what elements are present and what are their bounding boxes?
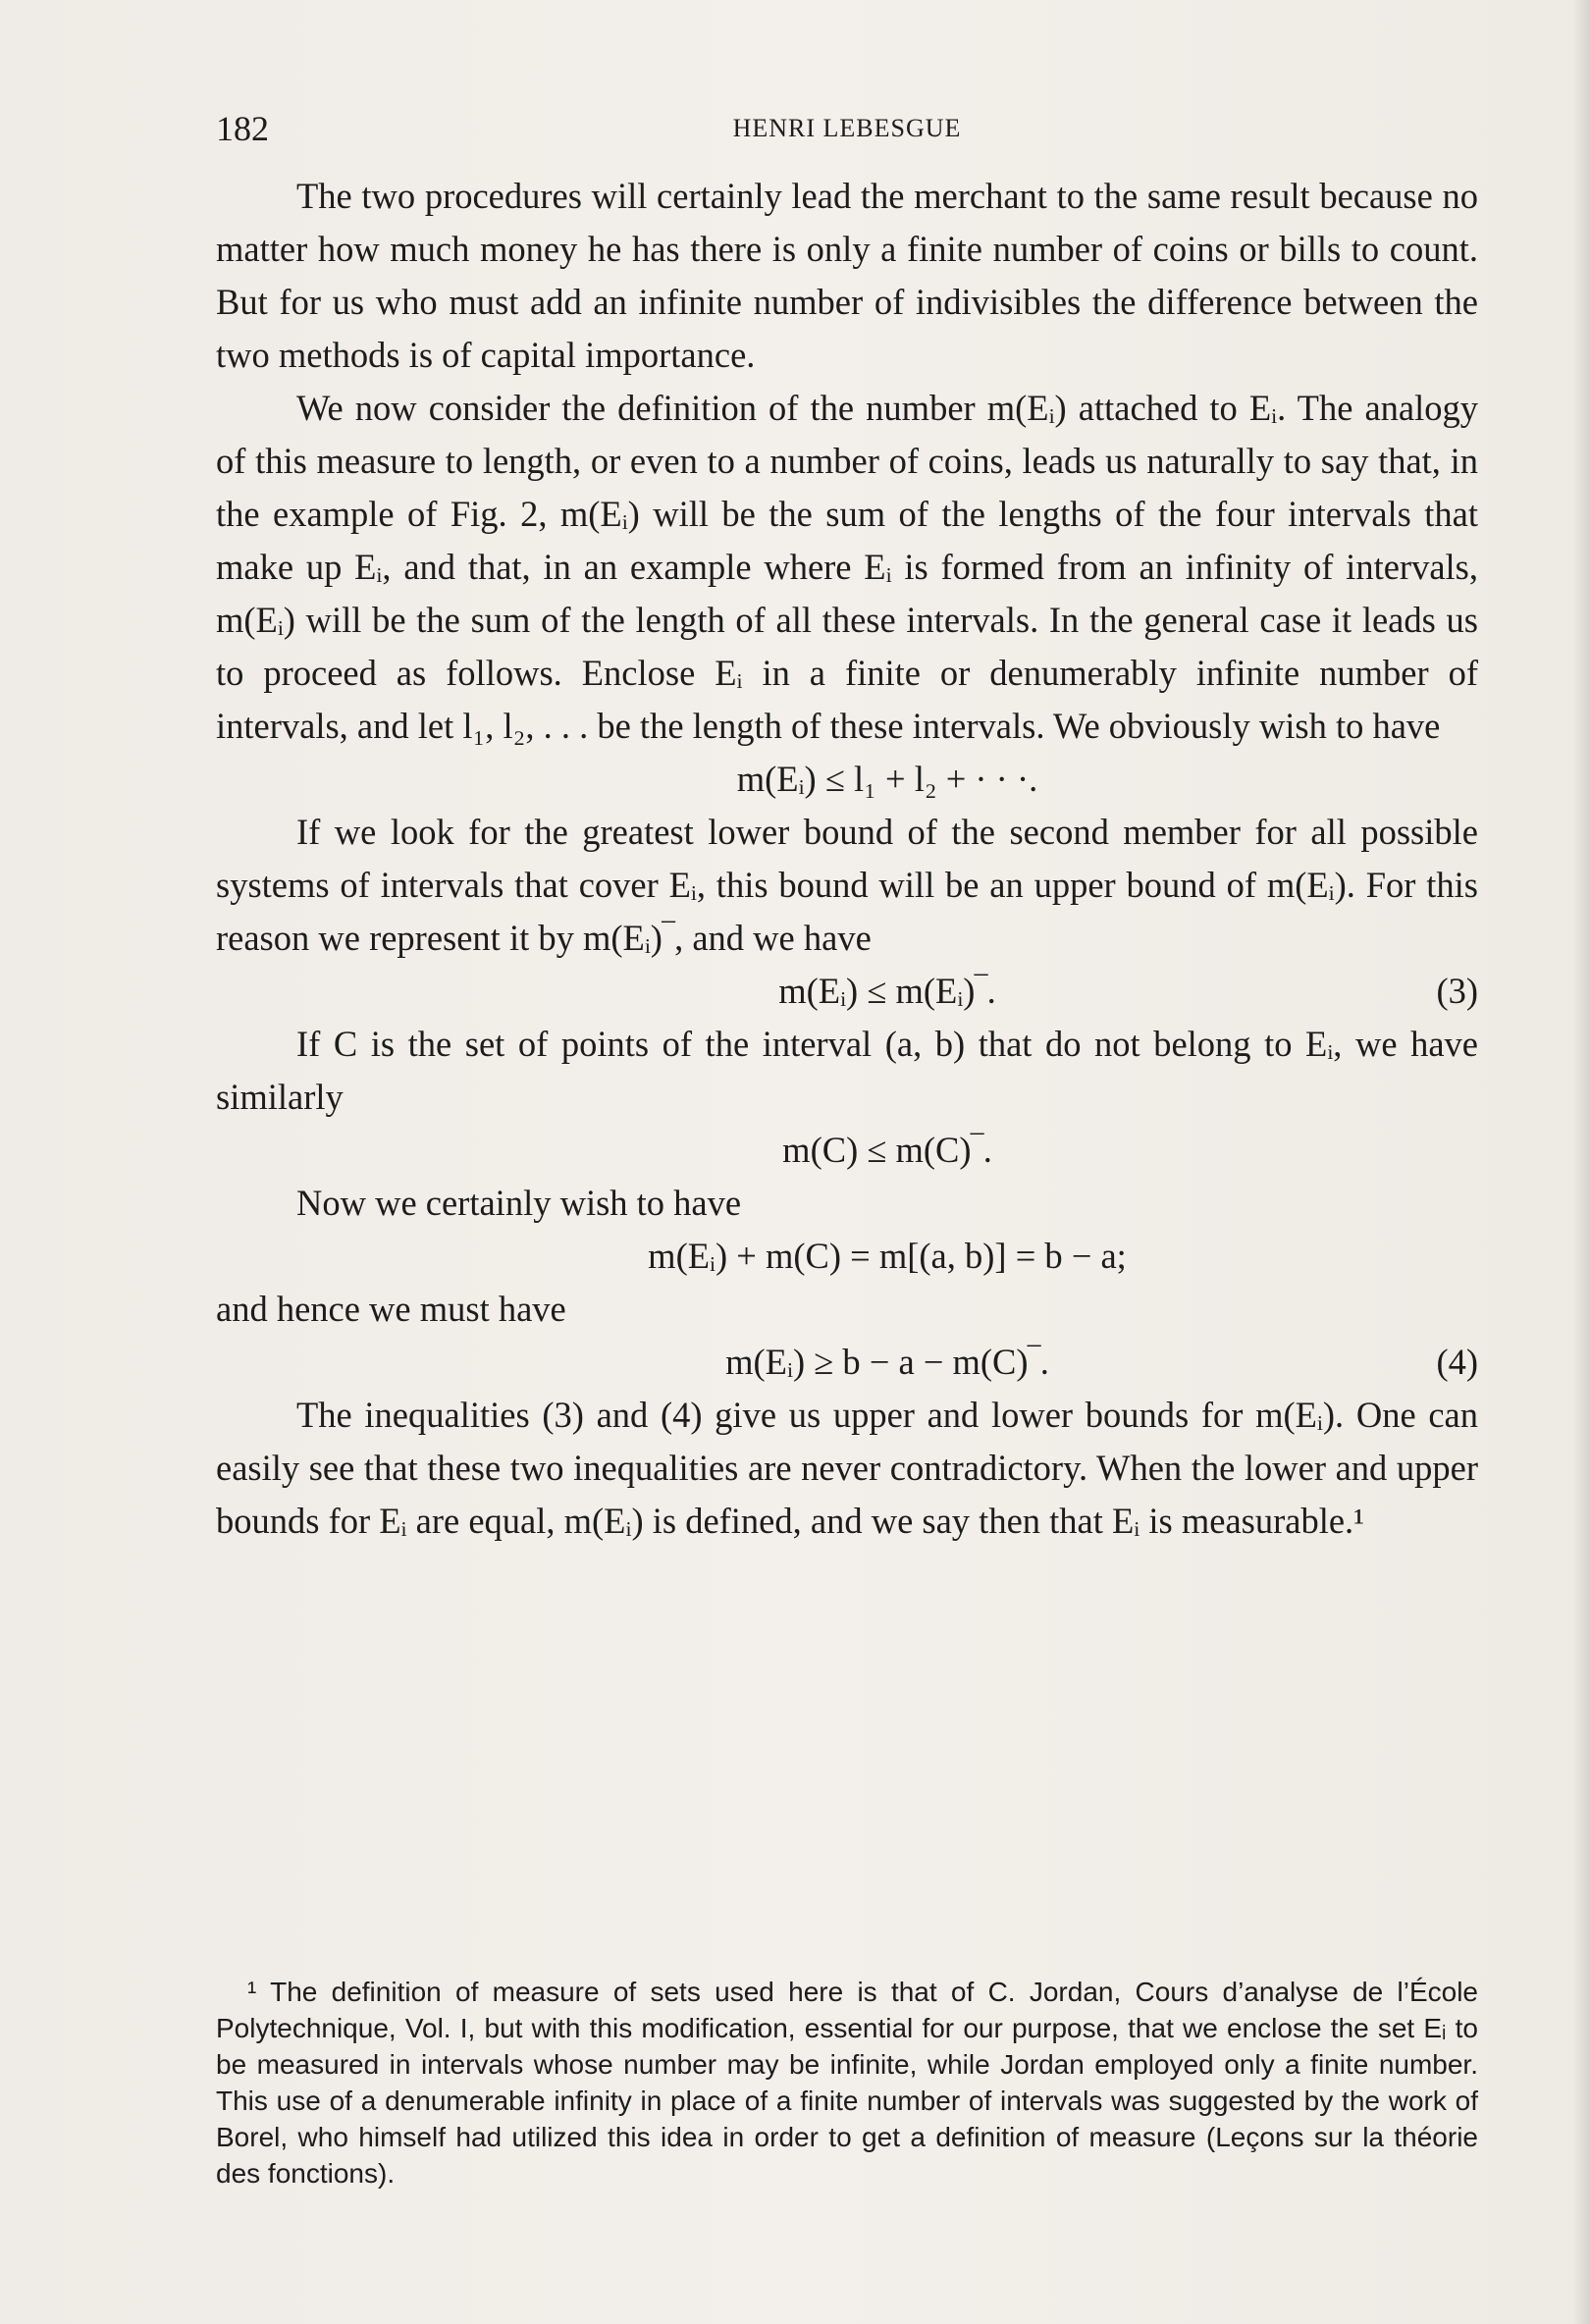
footnote-text: ¹ The definition of measure of sets used here is that of C. Jordan, Cours d’analyse de l’École Polytechnique, Vol. I, but with this modification, essential for our purpose, that we enclose the set Eᵢ to be measured in intervals whose number may be infinite, while Jordan employed only a finite number. This use of a denumerable infinity in place of a finite number of intervals was suggested by the work of Borel, who himself had utilized this idea in order to get a definition of measure (Leçons sur la théorie des fonctions). <box>216 1977 1478 2189</box>
equation-3-text: m(Eᵢ) ≤ m(Eᵢ)‾. <box>778 971 996 1011</box>
paragraph-5: Now we certainly wish to have <box>296 1183 742 1223</box>
equation-4-number: (4) <box>1436 1342 1478 1382</box>
paragraph-1: The two procedures will certainly lead the merchant to the same result because no matter how much money he has there is only a finite number of coins or bills to count. But for us who must add an infinite number of indivisibles the difference between the two methods is of capital importance. <box>216 176 1478 375</box>
equation-1-text: m(Eᵢ) ≤ l₁ + l₂ + · · ·. <box>736 759 1038 799</box>
equation-3 <box>216 965 1478 1018</box>
footnote <box>216 1974 1478 2192</box>
paragraph-3: If we look for the greatest lower bound of the second member for all possible systems of intervals that cover Eᵢ, this bound will be an upper bound of m(Eᵢ). For this reason we represent it by m(Eᵢ)‾, and we have <box>216 812 1478 958</box>
main-text <box>216 170 1478 1548</box>
paragraph-6: and hence we must have <box>216 1289 566 1329</box>
equation-4 <box>216 1336 1478 1389</box>
paragraph-4: If C is the set of points of the interval (a, b) that do not belong to Eᵢ, we have similarly <box>216 1024 1478 1117</box>
equation-c-text: m(C) ≤ m(C)‾. <box>782 1130 992 1170</box>
running-head: HENRI LEBESGUE <box>732 114 962 142</box>
paragraph-2: We now consider the definition of the number m(Eᵢ) attached to Eᵢ. The analogy of this measure to length, or even to a number of coins, leads us naturally to say that, in the example of Fig. 2, m(Eᵢ) will be the sum of the lengths of the four intervals that make up Eᵢ, and that, in an example where Eᵢ is formed from an infinity of intervals, m(Eᵢ) will be the sum of the length of all these intervals. In the general case it leads us to proceed as follows. Enclose Eᵢ in a finite or denumerably infinite number of intervals, and let l₁, l₂, . . . be the length of these intervals. We obviously wish to have <box>216 388 1478 746</box>
equation-4-text: m(Eᵢ) ≥ b − a − m(C)‾. <box>725 1342 1049 1382</box>
equation-3-number: (3) <box>1436 971 1478 1011</box>
paragraph-7: The inequalities (3) and (4) give us upper and lower bounds for m(Eᵢ). One can easily see that these two inequalities are never contradictory. When the lower and upper bounds for Eᵢ are equal, m(Eᵢ) is defined, and we say then that Eᵢ is measurable.¹ <box>216 1395 1478 1541</box>
page-header <box>216 108 1478 157</box>
equation-sum <box>216 1230 1478 1283</box>
page-number: 182 <box>216 109 269 148</box>
equation-sum-text: m(Eᵢ) + m(C) = m[(a, b)] = b − a; <box>648 1236 1127 1276</box>
page-edge-shadow <box>1572 0 1590 2324</box>
equation-1 <box>216 753 1478 806</box>
equation-c <box>216 1124 1478 1177</box>
